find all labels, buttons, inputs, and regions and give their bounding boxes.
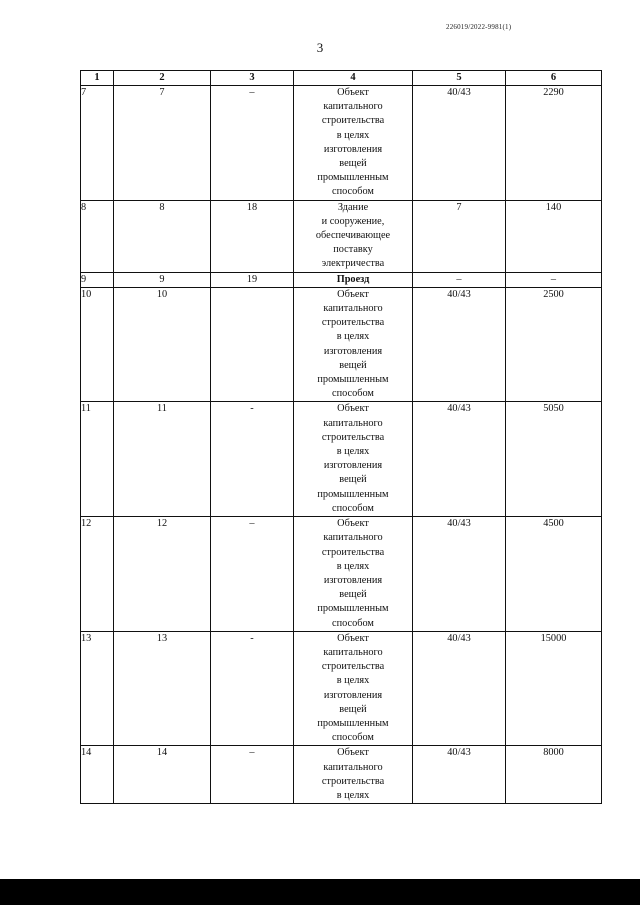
table-cell-c4: Объект капитального строительства в целях изготовления вещей промышленным способом bbox=[294, 517, 413, 632]
table-row bbox=[81, 631, 602, 746]
document-id: 226019/2022-9981(1) bbox=[446, 23, 512, 31]
table-row bbox=[81, 517, 602, 632]
table-cell-c1: 7 bbox=[81, 86, 114, 201]
table-row bbox=[81, 200, 602, 272]
table-cell-c3: – bbox=[211, 746, 294, 804]
table-cell-c3: 19 bbox=[211, 272, 294, 287]
table-cell-c5: 40/43 bbox=[413, 287, 506, 402]
table-cell-c6: 140 bbox=[506, 200, 602, 272]
table-cell-c2: 9 bbox=[114, 272, 211, 287]
table-row bbox=[81, 746, 602, 804]
table-cell-c4: Объект капитального строительства в целях изготовления вещей промышленным способом bbox=[294, 631, 413, 746]
table-cell-c5: 40/43 bbox=[413, 402, 506, 517]
table-row bbox=[81, 402, 602, 517]
data-table bbox=[80, 70, 602, 804]
table-cell-c5: 40/43 bbox=[413, 517, 506, 632]
table-cell-c6: 5050 bbox=[506, 402, 602, 517]
table-cell-c5: 40/43 bbox=[413, 746, 506, 804]
table-cell-c3: - bbox=[211, 402, 294, 517]
table-cell-c4: Здание и сооружение, обеспечивающее поставку электричества bbox=[294, 200, 413, 272]
table-cell-c5: 40/43 bbox=[413, 631, 506, 746]
table-cell-c2: 12 bbox=[114, 517, 211, 632]
table-cell-c6: 4500 bbox=[506, 517, 602, 632]
table-cell-c2: 7 bbox=[114, 86, 211, 201]
table-cell-c6: 15000 bbox=[506, 631, 602, 746]
table-cell-c6: 2500 bbox=[506, 287, 602, 402]
table-cell-c2: 11 bbox=[114, 402, 211, 517]
table-row bbox=[81, 287, 602, 402]
column-header: 2 bbox=[114, 71, 211, 86]
table-header-row bbox=[81, 71, 602, 86]
column-header: 4 bbox=[294, 71, 413, 86]
table-cell-c5: – bbox=[413, 272, 506, 287]
table-cell-c3: 18 bbox=[211, 200, 294, 272]
table-cell-c2: 10 bbox=[114, 287, 211, 402]
table-body bbox=[81, 86, 602, 804]
table-cell-c1: 14 bbox=[81, 746, 114, 804]
table-cell-c3 bbox=[211, 287, 294, 402]
table-cell-c5: 40/43 bbox=[413, 86, 506, 201]
column-header: 3 bbox=[211, 71, 294, 86]
column-header: 6 bbox=[506, 71, 602, 86]
table-cell-c2: 8 bbox=[114, 200, 211, 272]
table-cell-c3: - bbox=[211, 631, 294, 746]
table-cell-c6: 8000 bbox=[506, 746, 602, 804]
table-cell-c6: 2290 bbox=[506, 86, 602, 201]
table-cell-c4: Объект капитального строительства в целях изготовления вещей промышленным способом bbox=[294, 402, 413, 517]
table-cell-c4: Объект капитального строительства в целях изготовления вещей промышленным способом bbox=[294, 86, 413, 201]
table-row bbox=[81, 86, 602, 201]
table-row bbox=[81, 272, 602, 287]
table-cell-c1: 11 bbox=[81, 402, 114, 517]
table-cell-c3: – bbox=[211, 86, 294, 201]
table-cell-c1: 10 bbox=[81, 287, 114, 402]
page-number: 3 bbox=[316, 40, 324, 55]
scan-border-bar bbox=[0, 879, 640, 905]
table-cell-c6: – bbox=[506, 272, 602, 287]
table-cell-c1: 8 bbox=[81, 200, 114, 272]
table-cell-c2: 13 bbox=[114, 631, 211, 746]
table-cell-c1: 12 bbox=[81, 517, 114, 632]
table-cell-c1: 9 bbox=[81, 272, 114, 287]
table-cell-c4: Объект капитального строительства в целях bbox=[294, 746, 413, 804]
table-cell-c2: 14 bbox=[114, 746, 211, 804]
column-header: 1 bbox=[81, 71, 114, 86]
table-cell-c4: Объект капитального строительства в целях изготовления вещей промышленным способом bbox=[294, 287, 413, 402]
table-cell-c5: 7 bbox=[413, 200, 506, 272]
table-cell-c1: 13 bbox=[81, 631, 114, 746]
table-cell-c4: Проезд bbox=[294, 272, 413, 287]
column-header: 5 bbox=[413, 71, 506, 86]
table-cell-c3: – bbox=[211, 517, 294, 632]
